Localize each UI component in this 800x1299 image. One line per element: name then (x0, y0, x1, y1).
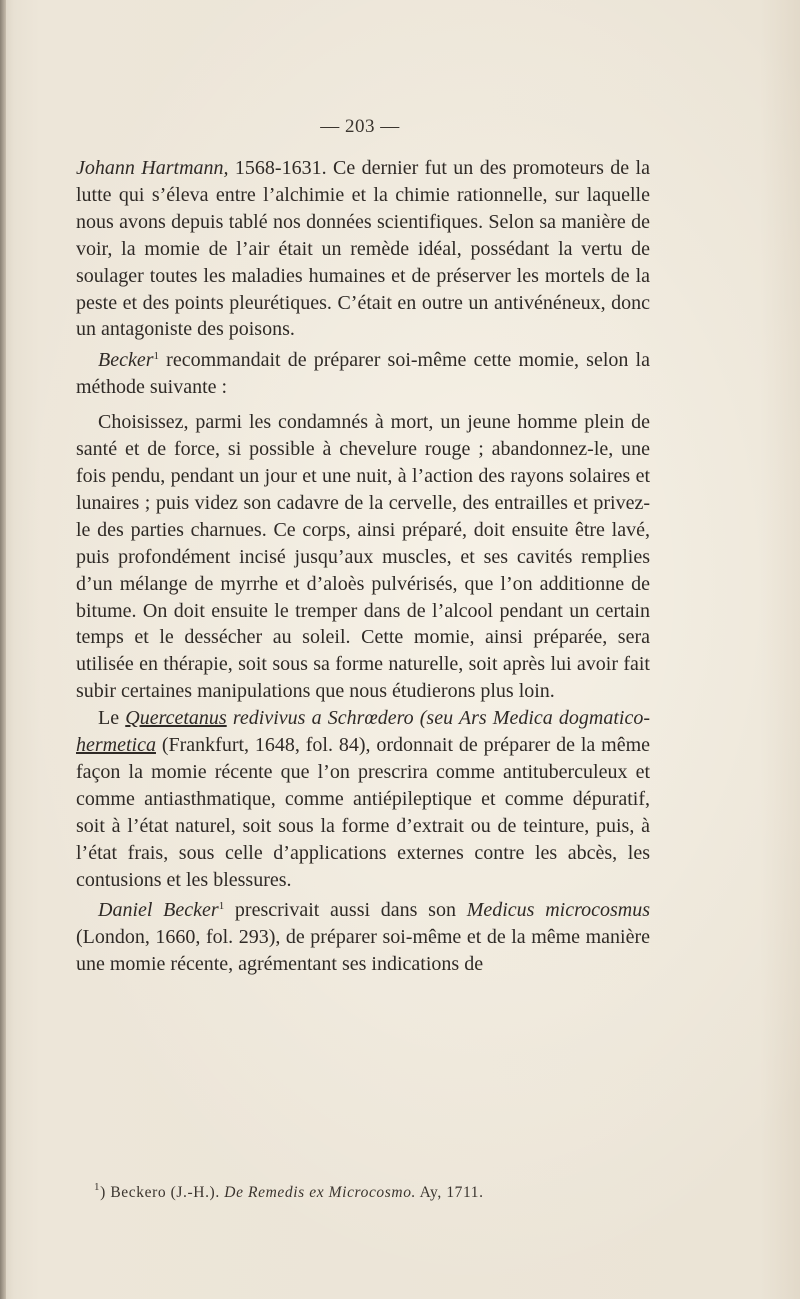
quoted-recipe: Choisissez, parmi les condamnés à mort, un jeune homme plein de santé et de force, si possible à chevelure rouge ; abandonnez-le, une fois pendu, pendant un jour et une nuit, à l’action des rayons solaires et lunaires ; puis videz son cadavre de la cervelle, des entrailles et privez-le des parties charnues. Ce corps, ainsi préparé, doit ensuite être lavé, puis profondément incisé jusqu’aux muscles, et ses cavités remplies d’un mélange de myrrhe et d’aloès pulvérisés, que l’on additionne de bitume. On doit ensuite le tremper dans de l’alcool pendant un certain temps et le dessécher au soleil. Cette momie, ainsi préparée, sera utilisée en thérapie, soit sous sa forme naturelle, soit après lui avoir fait subir certaines manipulations que nous étudierons plus loin. (76, 411, 650, 703)
footnote-ref: 1 (153, 350, 160, 363)
footnote-ref: 1 (218, 900, 225, 913)
paragraph-text: recommandait de préparer soi-même cette momie, selon la méthode suivante : (76, 349, 650, 399)
paragraph-daniel-becker (76, 893, 650, 978)
paragraph-text: (Frankfurt, 1648, fol. 84), ordonnait de préparer de la même façon la momie récente que l’on prescrira comme antituberculeux et comme antiasthmatique, comme antiépileptique et comme dépuratif, soit à l’état naturel, soit sous la forme d’extrait ou de teinture, puis, à l’état frais, sous celle d’applications externes contre les abcès, les contusions et les blessures. (76, 734, 650, 891)
paragraph-text-end: (London, 1660, fol. 293), de préparer soi-même et de la même manière une momie récente, agrémentant ses indications de (76, 926, 650, 976)
author-name: Johann Hartmann, (76, 157, 229, 179)
page-number: — 203 — (320, 116, 400, 137)
paragraph-text: prescrivait aussi dans son (224, 899, 467, 922)
work-title-rest: redivivus a Schrœdero (seu Ars Medica dogmatico- (226, 707, 651, 730)
work-title: Medicus microcosmus (466, 899, 650, 922)
paragraph-quercetanus (76, 705, 650, 893)
page-binding-edge (0, 0, 6, 1299)
author-name: Daniel Becker (98, 899, 219, 922)
author-name: Becker (98, 349, 154, 372)
footnote-rest: Ay, 1711. (416, 1184, 484, 1201)
footnote-work: De Remedis ex Microcosmo. (224, 1184, 417, 1201)
footnote-mark: 1 (94, 1181, 101, 1193)
paragraph-lead: Le (98, 707, 126, 730)
work-title-end: hermetica (76, 734, 156, 757)
body-text (76, 155, 650, 978)
paragraph-hartmann (76, 155, 650, 343)
paragraph-text: 1568-1631. Ce dernier fut un des promoteurs de la lutte qui s’éleva entre l’alchimie et la chimie rationnelle, sur laquelle nous avons depuis tablé nos données scientifiques. Selon sa manière de voir, la momie de l’air était un remède idéal, possédant la vertu de soulager toutes les maladies humaines et de préserver les mortels de la peste et des points pleurétiques. C’était en outre un antivénéneux, donc un antagoniste des poisons. (76, 157, 650, 341)
paragraph-becker (76, 343, 650, 401)
footnote-text: ) Beckero (J.-H.). (100, 1184, 225, 1201)
footnote (94, 1181, 654, 1202)
work-title: Quercetanus (125, 707, 227, 730)
